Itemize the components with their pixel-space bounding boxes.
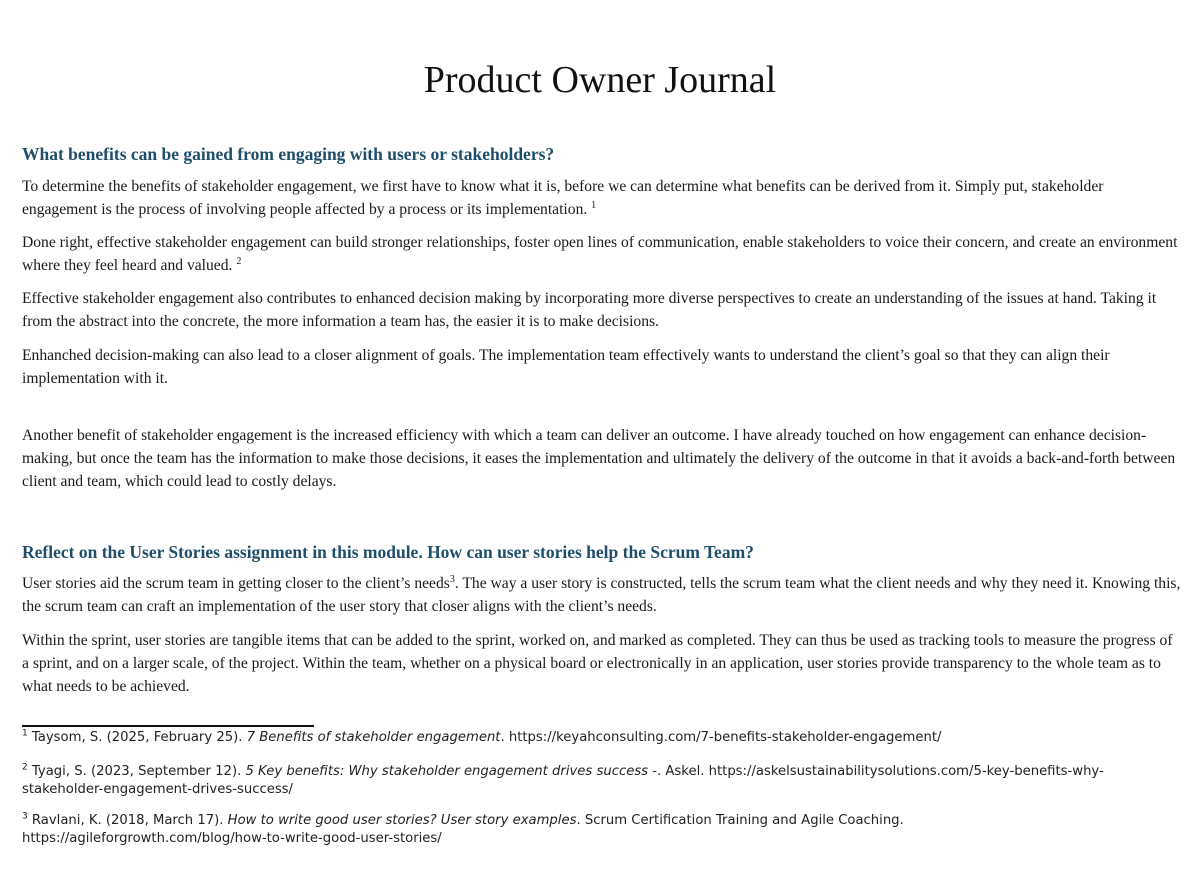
footnote-number: 3 bbox=[22, 811, 28, 822]
paragraph bbox=[22, 572, 1182, 618]
paragraph bbox=[22, 175, 1182, 221]
footnote-text: Taysom, S. (2025, February 25). bbox=[27, 730, 247, 745]
section-heading-user-stories: Reflect on the User Stories assignment in this module. How can user stories help the Scrum Team? bbox=[22, 542, 754, 562]
paragraph: Effective stakeholder engagement also contributes to enhanced decision making by incorporating more diverse perspectives to create an understanding of the issues at hand. Taking it from the abstract into the concrete, the more information a team has, the easier it is to make decisions. bbox=[22, 290, 1157, 330]
section-heading-benefits: What benefits can be gained from engaging with users or stakeholders? bbox=[22, 144, 555, 164]
footnote-link[interactable]: -. Askel. https://askelsustainabilitysolutions.com/5-key-benefits-why-stakeholder-engagement-drives-success/ bbox=[22, 764, 1104, 797]
paragraph: Another benefit of stakeholder engagement is the increased efficiency with which a team can deliver an outcome. I have already touched on how engagement can enhance decision-making, but once the team has the information to make those decisions, it eases the implementation and ultimately the delivery of the outcome in that it avoids a back-and-forth between client and team, which could lead to costly delays. bbox=[22, 427, 1176, 490]
paragraph: Enhanched decision-making can also lead to a closer alignment of goals. The implementation team effectively wants to understand the client’s goal so that they can align their implementation with it. bbox=[22, 347, 1110, 387]
paragraph: Within the sprint, user stories are tangible items that can be added to the sprint, worked on, and marked as completed. They can thus be used as tracking tools to measure the progress of a sprint, and on a larger scale, of the project. Within the team, whether on a physical board or electronically in an application, user stories provide transparency to the whole team as to what needs to be achieved. bbox=[22, 632, 1173, 695]
paragraph-text: Done right, effective stakeholder engagement can build stronger relationships, foster open lines of communication, enable stakeholders to voice their concern, and create an environment where they feel heard and valued. bbox=[22, 234, 1178, 274]
footnote-link[interactable]: . https://keyahconsulting.com/7-benefits-stakeholder-engagement/ bbox=[500, 730, 942, 745]
footnote bbox=[22, 812, 1002, 848]
footnote bbox=[22, 729, 1182, 747]
footnote-title: 5 Key benefits: Why stakeholder engagement drives success bbox=[245, 764, 649, 779]
paragraph-text: User stories aid the scrum team in getting closer to the client’s needs bbox=[22, 575, 450, 592]
paragraph bbox=[22, 231, 1182, 277]
footnote-link[interactable]: . Scrum Certification Training and Agile Coaching. https://agileforgrowth.com/blog/how-to-write-good-user-stories/ bbox=[22, 813, 904, 846]
paragraph-text: To determine the benefits of stakeholder engagement, we first have to know what it is, before we can determine what benefits can be derived from it. Simply put, stakeholder engagement is the process of involving people affected by a process or its implementation. bbox=[22, 178, 1104, 218]
footnote-separator bbox=[22, 725, 314, 727]
document-title: Product Owner Journal bbox=[423, 59, 777, 101]
footnote bbox=[22, 763, 1182, 799]
footnote-number: 1 bbox=[22, 728, 28, 739]
footnote-number: 2 bbox=[22, 762, 28, 773]
footnote-text: Ravlani, K. (2018, March 17). bbox=[27, 813, 228, 828]
footnote-title: 7 Benefits of stakeholder engagement bbox=[246, 730, 501, 745]
footnote-text: Tyagi, S. (2023, September 12). bbox=[27, 764, 246, 779]
footnote-ref[interactable]: 1 bbox=[591, 199, 597, 211]
footnote-title: How to write good user stories? User story examples bbox=[227, 813, 577, 828]
footnote-ref[interactable]: 3 bbox=[449, 573, 455, 585]
paragraph-text: . The way a user story is constructed, tells the scrum team what the client needs and why they need it. Knowing this, the scrum team can craft an implementation of the user story that closer aligns with the client’s needs. bbox=[22, 575, 1181, 615]
footnote-ref[interactable]: 2 bbox=[236, 255, 242, 267]
